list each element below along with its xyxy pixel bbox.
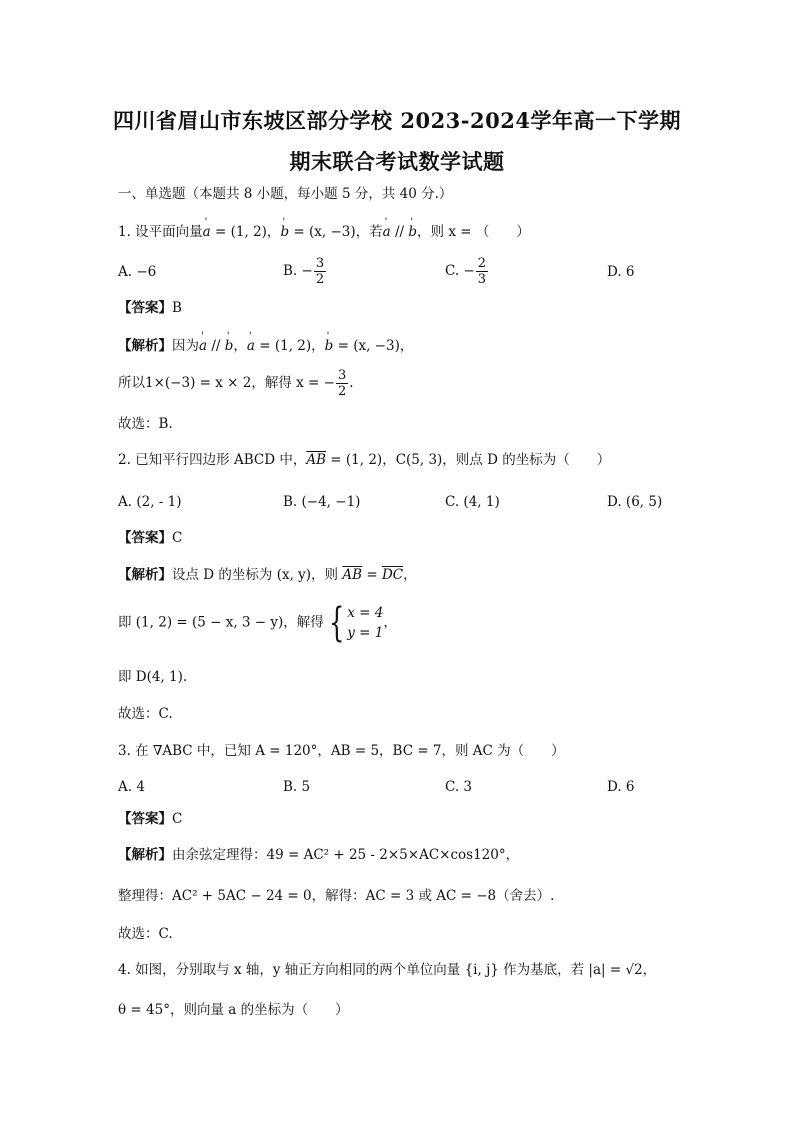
q2-stem-prefix: 2. 已知平行四边形 ABCD 中，	[118, 452, 307, 468]
q2-analysis-line2	[118, 600, 397, 646]
q2-stem-rest: = (1, 2)，C(5, 3)，则点 D 的坐标为（ ）	[326, 452, 611, 468]
fraction-denominator: 2	[315, 272, 325, 287]
fraction-denominator: 2	[337, 384, 347, 399]
q1-option-c-label: C. −	[445, 263, 475, 279]
q1-analysis-a: = (1, 2)，	[254, 338, 325, 354]
answer-label: 【答案】	[118, 530, 172, 546]
q3-option-a: A. 4	[118, 779, 145, 795]
equation-system	[347, 603, 383, 643]
q4-stem-line1: 4. 如图，分别取与 x 轴，y 轴正方向相同的两个单位向量 {i, j} 作为基底，若 |a| = √2，	[118, 962, 657, 978]
fraction	[476, 256, 488, 287]
q3-answer	[118, 809, 182, 829]
q1-option-c	[445, 256, 489, 287]
fraction	[314, 256, 326, 287]
analysis-label: 【解析】	[118, 847, 172, 863]
q3-answer-value: C	[172, 811, 183, 827]
vector-ab: $\overline{AB}$	[342, 567, 363, 583]
q1-analysis-eq: 所以1×(−3) = x × 2，解得 x = −	[118, 375, 335, 391]
vector-b: ' b	[408, 222, 417, 242]
q1-stem-prefix: 1. 设平面向量	[118, 224, 203, 240]
brace-symbol: {	[328, 600, 345, 646]
q1-answer	[118, 298, 182, 318]
q2-option-c: C. (4, 1)	[445, 494, 500, 510]
q3-stem: 3. 在 ∇ABC 中，已知 A = 120°，AB = 5，BC = 7，则 AC 为（ ）	[118, 743, 565, 759]
q4-stem-line2: θ = 45°，则向量 a 的坐标为（ ）	[118, 1002, 349, 1018]
equation-2: y = 1	[347, 625, 384, 641]
comma: ，	[403, 567, 417, 583]
fraction-numerator: 2	[477, 256, 487, 271]
vector-b: ' b	[280, 222, 289, 242]
q2-answer-value: C	[172, 530, 183, 546]
q3-option-b: B. 5	[283, 779, 311, 795]
equation-1: x = 4	[347, 605, 384, 621]
q3-analysis-text: 由余弦定理得：49 = AC² + 25 - 2×5×AC×cos120°，	[172, 847, 520, 863]
q2-answer	[118, 528, 182, 548]
q1-analysis-text: 因为	[172, 338, 199, 354]
vector-a: ' a	[203, 222, 211, 242]
vector-dc: $\overline{DC}$	[381, 567, 404, 583]
q1-analysis-sep: ，	[233, 338, 247, 354]
q1-option-b	[283, 256, 327, 287]
q2-analysis-text: 设点 D 的坐标为 (x, y)，则	[172, 567, 343, 583]
analysis-label: 【解析】	[118, 567, 172, 583]
parallel-symbol: //	[207, 338, 225, 354]
q2-option-d: D. (6, 5)	[607, 494, 663, 510]
q3-choose: 故选：C.	[118, 926, 173, 942]
q2-option-b: B. (−4, −1)	[283, 494, 361, 510]
vector-b: ' b	[225, 336, 234, 356]
q1-stem	[118, 222, 530, 242]
q2-analysis-eq: 即 (1, 2) = (5 − x, 3 − y)，解得	[118, 614, 324, 631]
q1-option-a: A. −6	[118, 264, 157, 280]
fraction-numerator: 3	[315, 256, 325, 271]
q2-analysis-line3: 即 D(4, 1).	[118, 669, 188, 685]
answer-label: 【答案】	[118, 811, 172, 827]
analysis-label: 【解析】	[118, 338, 172, 354]
q1-option-b-label: B. −	[283, 263, 313, 279]
fraction	[336, 368, 348, 399]
comma: ，	[383, 614, 397, 631]
parallel-symbol: //	[390, 224, 409, 240]
q1-stem-suffix: ，则 x = （ ）	[417, 224, 530, 240]
doc-title-line2: 期末联合考试数学试题	[289, 149, 505, 174]
period: .	[349, 375, 354, 391]
q2-option-a: A. (2, - 1)	[118, 494, 182, 510]
vector-ab: $\overline{AB}$	[306, 452, 326, 468]
q1-option-d: D. 6	[607, 264, 635, 280]
q1-analysis-line2	[118, 368, 354, 399]
q2-stem	[118, 450, 610, 470]
vector-a: ' a	[199, 336, 207, 356]
equals: =	[362, 567, 382, 583]
vector-a: ' a	[383, 222, 391, 242]
doc-title-line1: 四川省眉山市东坡区部分学校 2023-2024学年高一下学期	[113, 108, 681, 133]
q3-option-c: C. 3	[445, 779, 473, 795]
q2-analysis-line1	[118, 565, 417, 585]
fraction-numerator: 3	[337, 368, 347, 383]
q3-analysis-line1	[118, 845, 519, 865]
fraction-denominator: 3	[477, 272, 487, 287]
q1-analysis-line1	[118, 336, 413, 356]
q2-choose: 故选：C.	[118, 706, 173, 722]
vector-a: ' a	[247, 336, 255, 356]
q1-a-value: = (1, 2)，	[210, 224, 281, 240]
vector-b: ' b	[325, 336, 334, 356]
section-heading: 一、单选题（本题共 8 小题，每小题 5 分，共 40 分.）	[118, 186, 453, 202]
q1-choose: 故选：B.	[118, 416, 173, 432]
q1-analysis-b: = (x, −3)，	[333, 338, 414, 354]
answer-label: 【答案】	[118, 300, 172, 316]
q1-answer-value: B	[172, 300, 182, 316]
q1-b-value: = (x, −3)，若	[289, 224, 383, 240]
q3-analysis-line2: 整理得：AC² + 5AC − 24 = 0，解得：AC = 3 或 AC = −8（舍去）.	[118, 888, 555, 904]
q3-option-d: D. 6	[607, 779, 635, 795]
